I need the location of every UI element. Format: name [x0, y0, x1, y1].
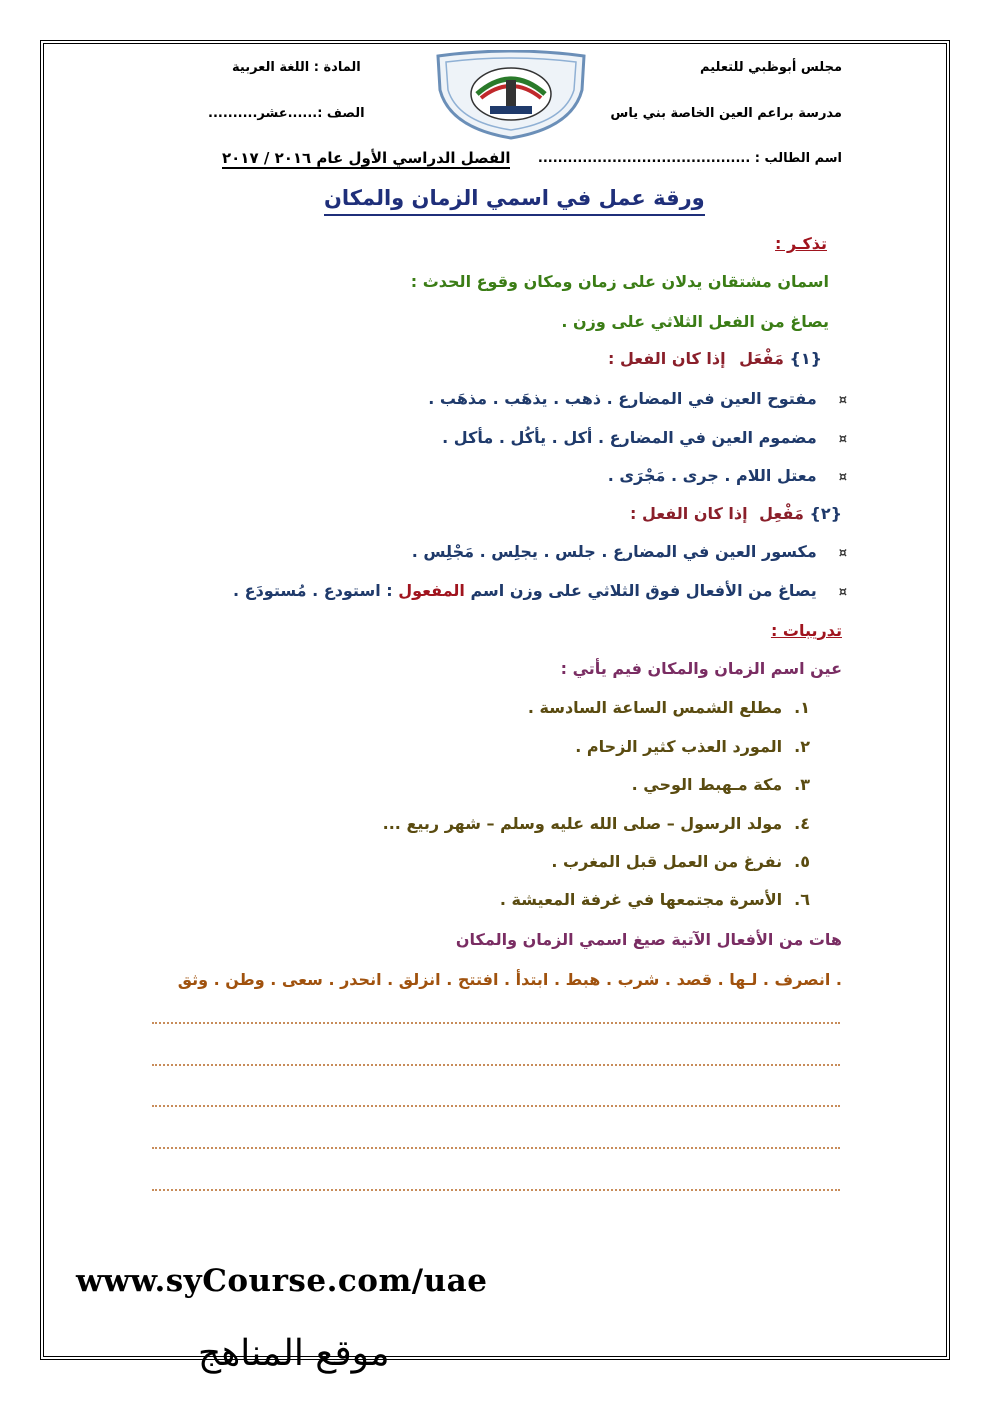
school-logo — [432, 50, 590, 140]
bullet-icon: ¤ — [838, 585, 847, 600]
exercise-item: ٣.مكة مـهبط الوحي . — [631, 775, 810, 794]
answer-line[interactable] — [152, 1147, 840, 1149]
exercise-item: ٥.نفرغ من العمل قبل المغرب . — [551, 852, 810, 871]
rule-1-number: {١} — [789, 349, 822, 368]
subject-label: المادة : اللغة العربية — [232, 60, 361, 75]
rule-2-heading — [630, 504, 842, 523]
rule-1-item: ¤مفتوح العين في المضارع . ذهب . يذهَب . مذهَب . — [428, 389, 847, 408]
exercise-instruction: عين اسم الزمان والمكان فيم يأتي : — [560, 659, 842, 678]
website-url: www.syCourse.com/uae — [76, 1263, 488, 1299]
student-name-field: اسم الطالب : ........................................... — [537, 151, 842, 166]
bullet-icon: ¤ — [838, 470, 847, 485]
school-name: مدرسة براعم العين الخاصة بني ياس — [610, 106, 842, 121]
derive-instruction: هات من الأفعال الآتية صيغ اسمي الزمان والمكان — [455, 930, 842, 949]
site-signature: موقع المناهج — [198, 1333, 390, 1374]
worksheet-title: ورقة عمل في اسمي الزمان والمكان — [324, 186, 705, 216]
passive-participle-word: المفعول — [398, 581, 465, 600]
exercise-item: ٢.المورد العذب كثير الزحام . — [575, 737, 810, 756]
verb-list: . انصرف . لـها . قصد . شرب . هبط . ابتدأ . افتتح . انزلق . انحدر . سعى . وطن . وثق — [177, 970, 842, 989]
rule-1-pattern: مَفْعَل — [739, 349, 784, 368]
rule-1-item: ¤معتل اللام . جرى . مَجْرَى . — [607, 466, 847, 485]
rule-2-condition: إذا كان الفعل : — [629, 504, 748, 523]
rule-1-item: ¤مضموم العين في المضارع . أكل . يأكُل . مأكل . — [442, 428, 847, 447]
answer-line[interactable] — [152, 1105, 840, 1107]
semester-label: الفصل الدراسي الأول عام ٢٠١٦ / ٢٠١٧ — [222, 149, 511, 167]
rule-2-item: ¤مكسور العين في المضارع . جلس . يجلِس . مَجْلِس . — [411, 542, 847, 561]
bullet-icon: ¤ — [838, 432, 847, 447]
answer-line[interactable] — [152, 1064, 840, 1066]
rule-2-item: ¤يصاغ من الأفعال فوق الثلاثي على وزن اسم المفعول : استودع . مُستودَع . — [233, 581, 847, 600]
bullet-icon: ¤ — [838, 393, 847, 408]
exercise-item: ٦.الأسرة مجتمعها في غرفة المعيشة . — [499, 890, 810, 909]
rule-1-heading — [608, 349, 822, 368]
exercise-item: ١.مطلع الشمس الساعة السادسة . — [527, 698, 810, 717]
grade-label: الصف :......عشر.......... — [208, 106, 365, 121]
council-name: مجلس أبوظبي للتعليم — [700, 60, 842, 75]
exercise-item: ٤.مولد الرسول – صلى الله عليه وسلم – شهر ربيع ... — [382, 814, 810, 833]
rule-1-condition: إذا كان الفعل : — [607, 349, 726, 368]
rule-2-number: {٢} — [809, 504, 842, 523]
rule-2-pattern: مَفْعِل — [759, 504, 804, 523]
exercises-heading: تدريبات : — [770, 621, 842, 640]
bullet-icon: ¤ — [838, 546, 847, 561]
remember-heading: تذكـر : — [775, 234, 827, 253]
remember-line-2: يصاغ من الفعل الثلاثي على وزن . — [561, 312, 829, 331]
answer-line[interactable] — [152, 1022, 840, 1024]
answer-line[interactable] — [152, 1189, 840, 1191]
remember-line-1: اسمان مشتقان يدلان على زمان ومكان وقوع الحدث : — [410, 272, 829, 291]
